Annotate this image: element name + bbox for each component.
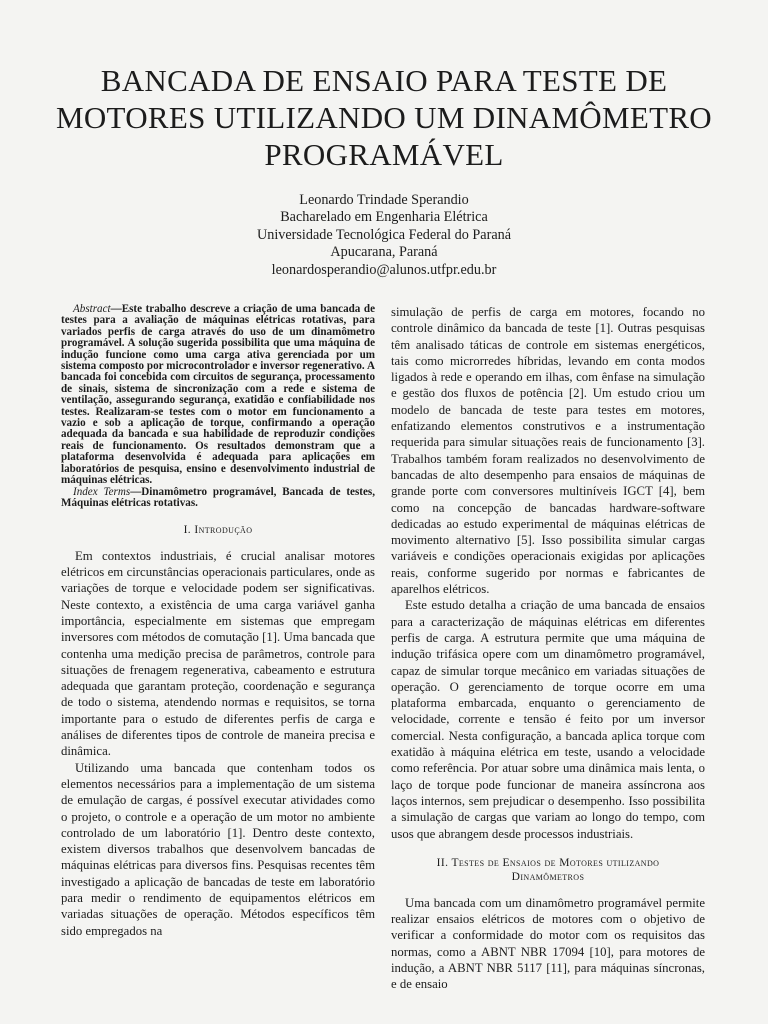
author-university: Universidade Tecnológica Federal do Paraná (256, 226, 512, 243)
section-heading-line: Dinamômetros (511, 871, 585, 884)
abstract-text: —Este trabalho descreve a criação de uma bancada de testes para a avaliação de máquinas elétricas rotativas, para variados perfis de carga através do uso de um dinamômetro programável. A solução sugerida possibilita que uma máquina de indução funcione como uma carga ativa gerenciada por um sistema composto por microcontrolador e inversor regenerativo. A bancada foi concebida com circuitos de segurança, processamento de sinais, sistema de sincronização com a rede e sistema de ventilação, assegurando segurança, exatidão e confiabilidade nos testes. Realizaram-se testes com o motor em funcionamento a vazio e sob a aplicação de torque, confirmando a operação adequada da bancada e sua habilidade de reproduzir condições reais de funcionamento. Os resultados demonstram que a plataforma desenvolvida é adequada para aplicações em laboratórios de pesquisa, ensino e desenvolvimento industrial de máquinas elétricas. (61, 303, 375, 487)
body-paragraph: Em contextos industriais, é crucial analisar motores elétricos em circunstâncias operacionais particulares, onde as variações de torque e velocidade podem ser significativas. Neste contexto, a existência de uma carga variável ganha importância, especialmente em sistemas que empregam inversores com métodos de comutação [1]. Uma bancada que contenha uma medição precisa de parâmetros, controle para situações de frenagem regenerativa, cabeamento e estrutura adequada que garantam proteção, coordenação e segurança de todo o sistema, atendendo normas e requisitos, se torna importante para o estudo de diferentes perfis de carga e análises de diferentes tipos de controle de maneira precisa e dinâmica. (61, 548, 375, 759)
body-paragraph: Uma bancada com um dinamômetro programável permite realizar ensaios elétricos de motores com o objetivo de verificar a conformidade do motor com os requisitos das normas, como a ABNT NBR 17094 [10], para motores de indução, a ABNT NBR 5117 [11], para máquinas síncronas, e de ensaio (391, 895, 705, 992)
left-column (61, 304, 375, 939)
index-terms-label: Index Terms (73, 485, 131, 498)
author-email[interactable]: leonardosperandio@alunos.utfpr.edu.br (271, 261, 497, 278)
abstract-label: Abstract (73, 303, 111, 315)
author-name: Leonardo Trindade Sperandio (299, 192, 469, 208)
index-terms-text: —Dinamômetro programável, Bancada de testes, Máquinas elétricas rotativas. (61, 485, 375, 509)
right-column (391, 304, 705, 993)
title-line: BANCADA DE ENSAIO PARA TESTE DE (100, 63, 668, 98)
author-degree: Bacharelado em Engenharia Elétrica (280, 209, 488, 226)
section-heading-line: II. Testes de Ensaios de Motores utilizando (436, 856, 660, 869)
body-paragraph: simulação de perfis de carga em motores, focando no controle dinâmico da bancada de teste [1]. Outras pesquisas têm analisado táticas de controle em sistemas energéticos, tais como microrredes híbridas, levando em conta modos ligados à rede e operando em ilhas, com ênfase na simulação e gestão dos fluxos de potência [2]. Um estudo criou um modelo de bancada de teste para testes em motores, enfatizando elementos construtivos e a instrumentação requerida para simular situações reais de funcionamento [3]. Trabalhos também foram realizados no desenvolvimento de bancadas de alto desempenho para ensaios de máquinas de grande porte com conversores multiníveis IGCT [4], bem como na concepção de bancadas hardware-software dedicadas ao estudo experimental de máquinas elétricas de movimento alternativo [5]. Isso possibilita simular cargas variáveis e condições operacionais exigidas por aplicações reais, conforme sugerido por normas e fabricantes de aparelhos elétricos. (391, 305, 705, 597)
section-heading-tests (391, 856, 705, 885)
paper-title (40, 62, 728, 173)
body-paragraph: Utilizando uma bancada que contenham todos os elementos necessários para a implementação de um sistema de emulação de cargas, é possível executar atividades como o projeto, o controle e a operação de um motor no ambiente controlado de um laboratório [1]. Dentro deste contexto, existem diversos trabalhos que desenvolvem bancadas de máquinas elétricas para diversos fins. Pesquisas recentes têm investigado a aplicação de bancadas de teste em laboratório para medir o rendimento de equipamentos elétricos em variadas situações de operação. Métodos específicos têm sido empregados na (61, 760, 375, 938)
title-line: MOTORES UTILIZANDO UM DINAMÔMETRO (56, 100, 712, 135)
author-block (140, 192, 628, 279)
abstract (61, 304, 375, 509)
title-line: PROGRAMÁVEL (264, 137, 504, 172)
author-city: Apucarana, Paraná (330, 244, 438, 261)
section-heading-introduction: I. Introdução (183, 524, 253, 537)
body-paragraph: Este estudo detalha a criação de uma bancada de ensaios para a caracterização de máquinas elétricas em diferentes perfis de carga. A estrutura permite que uma máquina de indução trifásica opere com um dinamômetro programável, capaz de simular torque mecânico em variadas situações de operação. O gerenciamento de torque ocorre em uma plataforma embarcada, enquanto o gerenciamento de velocidade, corrente e tensão é feito por um inversor comercial. Nesta configuração, a bancada aplica torque com exatidão à máquina elétrica em teste, usando a velocidade como referência. Por atuar sobre uma dinâmica mais lenta, o laço de torque pode funcionar de maneira assíncrona aos laços internos, sem prejudicar o desempenho. Isso possibilita a simulação de cargas que variam ao longo do tempo, com usos que abrangem desde processos industriais. (391, 598, 705, 841)
